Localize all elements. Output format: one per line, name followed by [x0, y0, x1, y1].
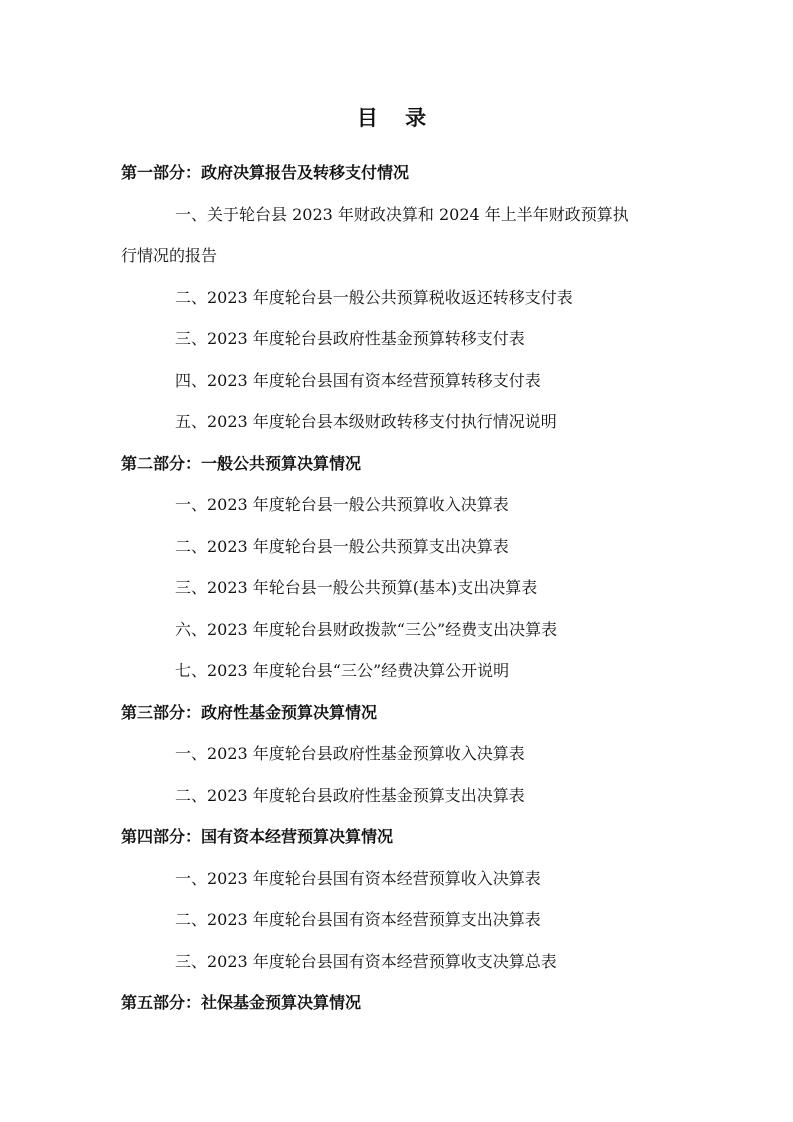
toc-item: 三、2023 年轮台县一般公共预算(基本)支出决算表 [175, 578, 538, 597]
toc-item-continuation: 行情况的报告 [121, 246, 218, 265]
toc-item: 三、2023 年度轮台县政府性基金预算转移支付表 [175, 329, 525, 348]
toc-title: 目 录 [356, 106, 437, 130]
part-heading-3: 第三部分：政府性基金预算决算情况 [121, 703, 378, 722]
toc-item: 一、2023 年度轮台县国有资本经营预算收入决算表 [175, 869, 541, 888]
toc-item: 六、2023 年度轮台县财政拨款“三公”经费支出决算表 [175, 620, 558, 639]
toc-item: 三、2023 年度轮台县国有资本经营预算收支决算总表 [175, 952, 557, 971]
toc-item: 二、2023 年度轮台县国有资本经营预算支出决算表 [175, 910, 541, 929]
toc-item: 四、2023 年度轮台县国有资本经营预算转移支付表 [175, 371, 541, 390]
part-heading-4: 第四部分：国有资本经营预算决算情况 [121, 827, 394, 846]
toc-item: 一、2023 年度轮台县政府性基金预算收入决算表 [175, 744, 525, 763]
part-heading-1: 第一部分：政府决算报告及转移支付情况 [121, 163, 410, 182]
part-heading-2: 第二部分：一般公共预算决算情况 [121, 454, 362, 473]
toc-item: 二、2023 年度轮台县一般公共预算税收返还转移支付表 [175, 288, 573, 307]
toc-item: 一、关于轮台县 2023 年财政决算和 2024 年上半年财政预算执 [175, 205, 629, 224]
part-heading-5: 第五部分：社保基金预算决算情况 [121, 993, 362, 1012]
toc-item: 一、2023 年度轮台县一般公共预算收入决算表 [175, 495, 509, 514]
toc-item: 二、2023 年度轮台县一般公共预算支出决算表 [175, 537, 509, 556]
toc-item: 五、2023 年度轮台县本级财政转移支付执行情况说明 [175, 412, 557, 431]
toc-item: 二、2023 年度轮台县政府性基金预算支出决算表 [175, 786, 525, 805]
toc-item: 七、2023 年度轮台县“三公”经费决算公开说明 [175, 661, 510, 680]
